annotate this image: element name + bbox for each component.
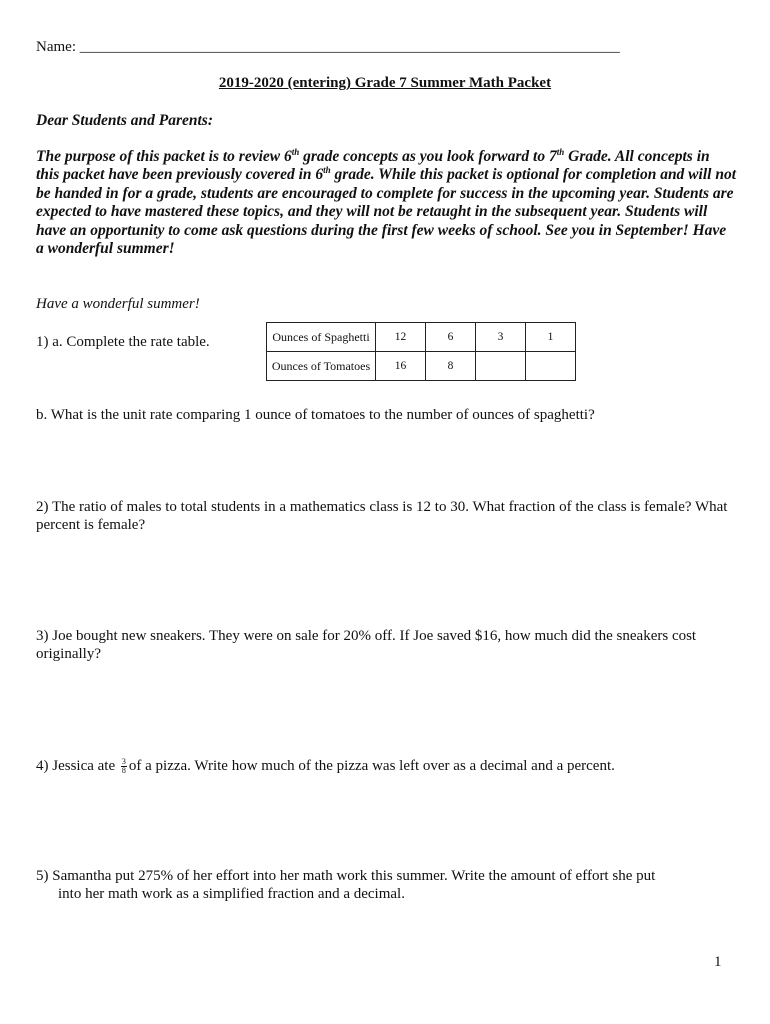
question-5-line-2: into her math work as a simplified fraction and a decimal. xyxy=(58,886,405,902)
fraction-numerator: 3 xyxy=(121,757,126,767)
fraction-three-eighths xyxy=(121,758,127,775)
table-cell: 8 xyxy=(426,352,476,381)
name-label: Name: xyxy=(36,39,76,55)
question-1b: b. What is the unit rate comparing 1 ounce of tomatoes to the number of ounces of spaghetti? xyxy=(36,407,595,423)
question-5 xyxy=(36,867,736,903)
letter-greeting: Dear Students and Parents: xyxy=(36,112,213,129)
letter-sup-2: th xyxy=(556,146,565,157)
letter-text-2: grade concepts as you look forward to 7 xyxy=(299,148,557,165)
question-2: 2) The ratio of males to total students in a mathematics class is 12 to 30. What fraction of the class is female? What percent is female? xyxy=(36,499,728,533)
table-cell: 3 xyxy=(476,323,526,352)
question-4-lead: 4) Jessica ate xyxy=(36,758,119,774)
table-cell-blank xyxy=(476,352,526,381)
question-3: 3) Joe bought new sneakers. They were on sale for 20% off. If Joe saved $16, how much did the sneakers cost originally? xyxy=(36,628,697,662)
table-cell: 1 xyxy=(526,323,576,352)
question-1a: 1) a. Complete the rate table. xyxy=(36,334,210,350)
table-cell: 6 xyxy=(426,323,476,352)
page-number: 1 xyxy=(714,954,722,970)
page-title: 2019-2020 (entering) Grade 7 Summer Math Packet xyxy=(218,75,552,91)
row-label-spaghetti: Ounces of Spaghetti xyxy=(267,323,376,352)
letter-text-3: Grade. All concepts in this packet have been previously covered in 6 xyxy=(36,148,710,184)
table-cell-blank xyxy=(526,352,576,381)
fraction-denominator: 8 xyxy=(121,766,126,776)
row-label-tomatoes: Ounces of Tomatoes xyxy=(267,352,376,381)
rate-table xyxy=(266,322,576,381)
table-row-tomatoes xyxy=(267,352,576,381)
letter-text-1: The purpose of this packet is to review 6 xyxy=(36,148,292,165)
question-4 xyxy=(36,757,736,775)
letter-closing: Have a wonderful summer! xyxy=(36,296,200,312)
name-blank-line: ________________________________________________________________________ xyxy=(79,39,620,55)
name-field xyxy=(36,38,620,56)
table-cell: 12 xyxy=(376,323,426,352)
letter-text-4: grade. While this packet is optional for completion and will not be handed in for a grade, students are encouraged to complete for success in the upcoming year. Students are expected to have mastered these topics, and they will not be retaught in the subsequent year. Students will have an opportunity to come ask questions during the first few weeks of school. See you in September! Have a wonderful summer! xyxy=(36,166,736,258)
question-4-rest: of a pizza. Write how much of the pizza was left over as a decimal and a percent. xyxy=(128,758,615,774)
table-cell: 16 xyxy=(376,352,426,381)
letter-body xyxy=(36,148,736,258)
question-5-line-1: 5) Samantha put 275% of her effort into her math work this summer. Write the amount of effort she put xyxy=(36,868,656,884)
table-row-spaghetti xyxy=(267,323,576,352)
letter-sup-3: th xyxy=(323,165,331,176)
letter-sup-1: th xyxy=(291,146,300,157)
